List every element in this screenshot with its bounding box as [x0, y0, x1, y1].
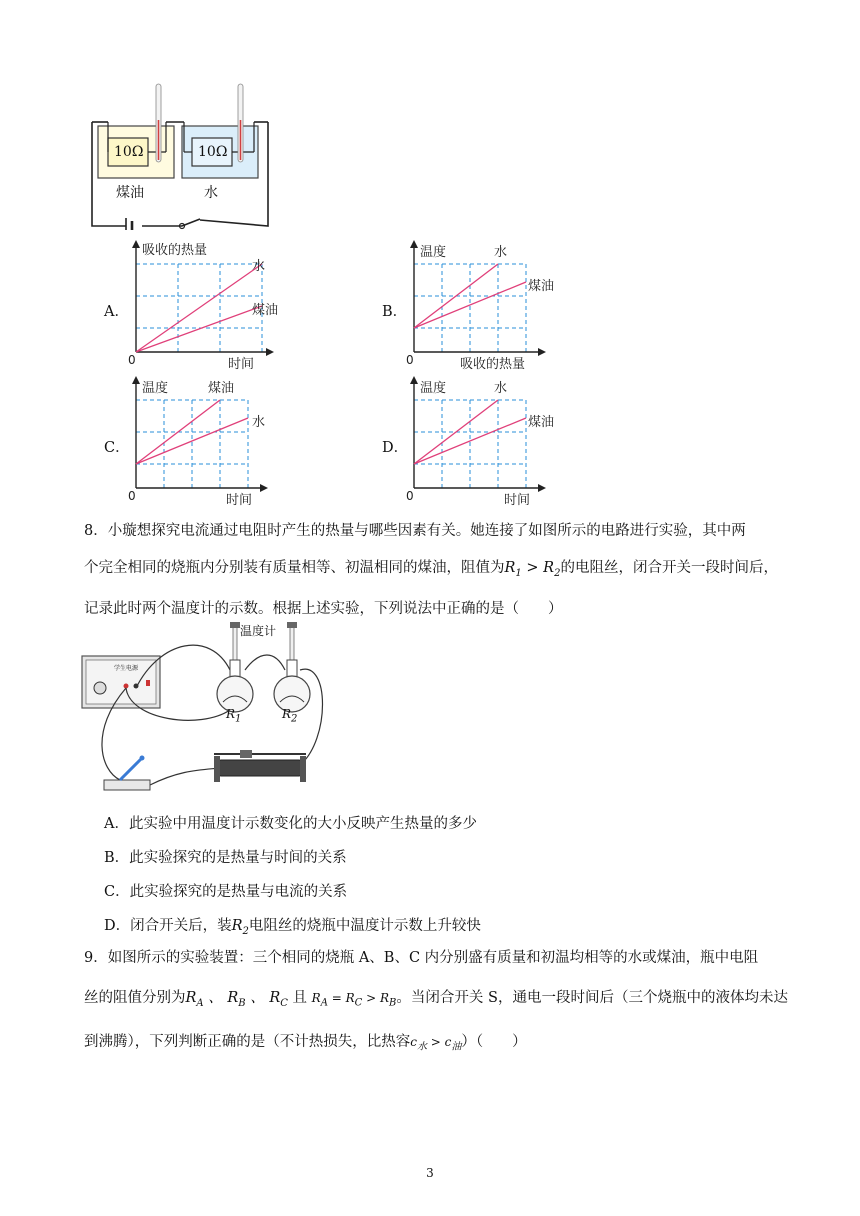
q8-option-b[interactable]: B．此实验探究的是热量与时间的关系	[104, 850, 347, 866]
q9-line-2: 丝的阻值分别为$R_A$ 、 $R_B$ 、 $R_C$ 且 $R_A = R_C > R_B$。当闭合开关 S，通电一段时间后（三个烧瓶中的液体均未达	[84, 990, 788, 1009]
graph-a-upper-label: 水	[252, 259, 266, 274]
q8-line-3: 记录此时两个温度计的示数。根据上述实验，下列说法中正确的是（ ）	[84, 601, 563, 617]
graph-c-lower-label: 水	[252, 415, 266, 430]
graph-c-origin: 0	[128, 489, 136, 503]
graph-a-ylabel: 吸收的热量	[142, 243, 208, 258]
graph-d-ylabel: 温度	[420, 381, 447, 396]
q8-option-a[interactable]: A．此实验中用温度计示数变化的大小反映产生热量的多少	[104, 816, 477, 832]
option-c-letter: C．	[104, 440, 130, 456]
graph-d	[404, 374, 574, 508]
q8-option-d[interactable]: D．闭合开关后，装$R_2$电阻丝的烧瓶中温度计示数上升较快	[104, 918, 481, 937]
q9-resistances: $R_A$ 、 $R_B$ 、 $R_C$	[185, 990, 288, 1009]
top-circuit-figure	[82, 80, 282, 230]
graph-b-lower-label: 煤油	[528, 279, 555, 294]
q8-line-2a: 个完全相同的烧瓶内分别装有质量相等、初温相同的煤油，阻值为	[84, 560, 505, 576]
q8-thermometer-label: 温度计	[240, 624, 277, 638]
graph-c-ylabel: 温度	[142, 381, 169, 396]
q8-inequality: $R_1 > R_2$	[504, 560, 561, 579]
q8-option-c[interactable]: C．此实验探究的是热量与电流的关系	[104, 884, 348, 900]
option-d-letter: D．	[382, 440, 409, 456]
graph-b-upper-label: 水	[494, 245, 508, 260]
resistor-label-right: 10Ω	[198, 144, 228, 160]
q8-power-supply-label: 学生电源	[114, 665, 139, 672]
option-a-letter: A．	[104, 304, 129, 320]
graph-c-xlabel: 时间	[226, 493, 253, 508]
beaker-label-water: 水	[204, 185, 218, 201]
beaker-label-kerosene: 煤油	[116, 185, 144, 201]
graph-d-origin: 0	[406, 489, 414, 503]
q8-r2-label: $R_2$	[282, 707, 298, 725]
q8-line-1: 8．小璇想探究电流通过电阻时产生的热量与哪些因素有关。她连接了如图所示的电路进行实验，其中两	[84, 523, 746, 539]
q9-relation: $R_A = R_C > R_B$	[311, 991, 397, 1009]
q8-line-2	[84, 556, 778, 579]
graph-b-origin: 0	[406, 353, 414, 367]
graph-d-xlabel: 时间	[504, 493, 531, 508]
graph-a-xlabel: 时间	[228, 357, 255, 372]
q8-circuit-figure	[80, 620, 340, 800]
graph-b-xlabel: 吸收的热量	[460, 357, 526, 372]
q8-line-2b: 的电阻丝，闭合开关一段时间后，	[560, 560, 778, 576]
page-number: 3	[426, 1166, 434, 1180]
graph-a	[126, 238, 296, 372]
graph-d-upper-label: 水	[494, 381, 508, 396]
q9-line-1: 9．如图所示的实验装置：三个相同的烧瓶 A、B、C 内分别盛有质量和初温均相等的水或煤油，瓶中电阻	[84, 950, 759, 966]
graph-a-origin: 0	[128, 353, 136, 367]
graph-c-upper-label: 煤油	[208, 381, 235, 396]
graph-b	[404, 238, 574, 372]
graph-c	[126, 374, 296, 508]
q8-option-d-r2: $R_2$	[231, 918, 249, 937]
graph-d-lower-label: 煤油	[528, 415, 555, 430]
resistor-label-left: 10Ω	[114, 144, 144, 160]
graph-b-ylabel: 温度	[420, 245, 447, 260]
q8-r1-label: $R_1$	[226, 707, 242, 725]
q9-line-3: 到沸腾），下列判断正确的是（不计热损失，比热容$c_水 > c_油$）（ ）	[84, 1034, 527, 1053]
graph-a-lower-label: 煤油	[252, 303, 279, 318]
q9-specific-heat: $c_水 > c_油$	[410, 1035, 462, 1053]
option-b-letter: B．	[382, 304, 408, 320]
